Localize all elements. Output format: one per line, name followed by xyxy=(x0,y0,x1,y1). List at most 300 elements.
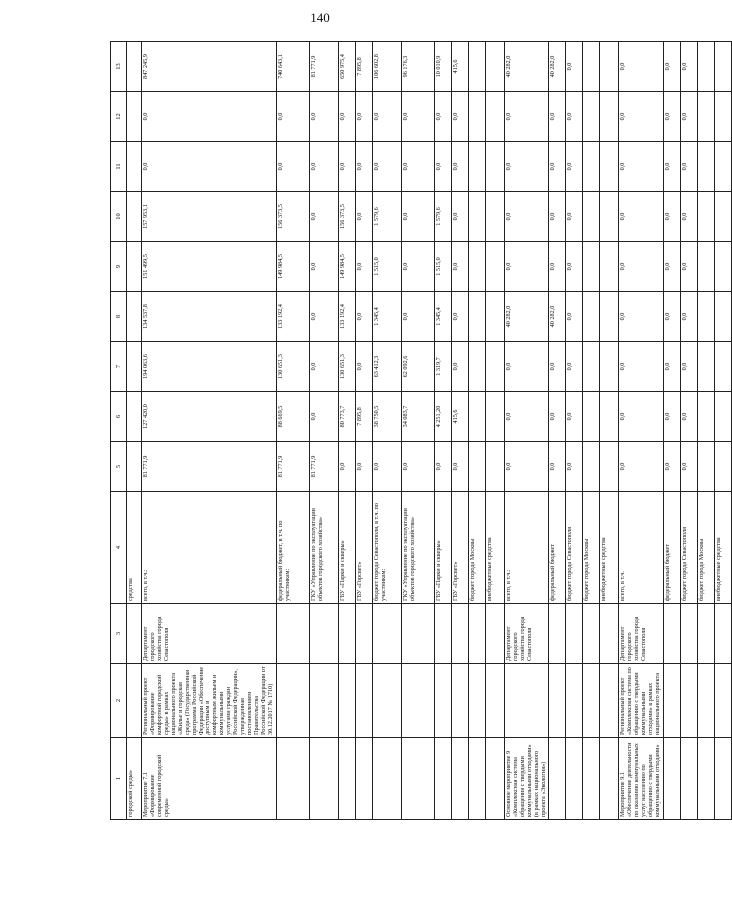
amount-cell xyxy=(698,442,715,492)
amount-cell: 0,0 xyxy=(566,92,583,142)
amount-cell xyxy=(698,392,715,442)
funding-source-cell: всего, в т.ч. xyxy=(619,492,664,604)
amount-cell: 0,0 xyxy=(619,442,664,492)
funding-source-cell: бюджет города Севастополя, в т.ч. по участникам: xyxy=(372,492,401,604)
amount-cell: 415,6 xyxy=(451,42,468,92)
executor-cell xyxy=(372,604,401,664)
amount-cell xyxy=(600,342,619,392)
amount-cell: 1 345,4 xyxy=(434,292,451,342)
table-row xyxy=(142,42,277,820)
funding-source-cell: ГБУ «Парки и скверы» xyxy=(434,492,451,604)
amount-cell: 40 282,0 xyxy=(504,292,549,342)
amount-cell xyxy=(715,42,732,92)
amount-cell xyxy=(583,242,600,292)
amount-cell: 81 771,9 xyxy=(142,442,277,492)
amount-cell: 650 975,4 xyxy=(338,42,355,92)
amount-cell: 0,0 xyxy=(566,342,583,392)
amount-cell: 0,0 xyxy=(504,442,549,492)
table-row xyxy=(698,42,715,820)
amount-cell: 0,0 xyxy=(372,442,401,492)
amount-cell: 0,0 xyxy=(549,142,566,192)
project-cell xyxy=(401,664,434,738)
amount-cell: 0,0 xyxy=(355,192,372,242)
amount-cell: 0,0 xyxy=(355,342,372,392)
executor-cell xyxy=(485,604,504,664)
table-row xyxy=(468,42,485,820)
amount-cell: 0,0 xyxy=(355,242,372,292)
amount-cell: 0,0 xyxy=(338,142,355,192)
amount-cell xyxy=(485,42,504,92)
amount-cell: 1 319,7 xyxy=(434,342,451,392)
amount-cell xyxy=(698,192,715,242)
amount-cell: 0,0 xyxy=(681,292,698,342)
amount-cell: 151 499,5 xyxy=(142,242,277,292)
project-cell xyxy=(549,664,566,738)
amount-cell: 0,0 xyxy=(664,392,681,442)
amount-cell: 0,0 xyxy=(355,142,372,192)
amount-cell: 156 373,5 xyxy=(338,192,355,242)
activity-name-cell xyxy=(600,738,619,820)
amount-cell xyxy=(485,142,504,192)
amount-cell: 0,0 xyxy=(309,392,338,442)
amount-cell xyxy=(127,242,142,292)
amount-cell: 0,0 xyxy=(372,92,401,142)
activity-name-cell xyxy=(434,738,451,820)
amount-cell xyxy=(468,192,485,242)
amount-cell xyxy=(468,142,485,192)
column-number-cell: 8 xyxy=(111,292,127,342)
amount-cell: 0,0 xyxy=(619,92,664,142)
activity-name-cell xyxy=(485,738,504,820)
amount-cell: 0,0 xyxy=(619,342,664,392)
amount-cell xyxy=(127,192,142,242)
amount-cell: 0,0 xyxy=(338,92,355,142)
amount-cell: 0,0 xyxy=(504,242,549,292)
table-row xyxy=(715,42,732,820)
table-header-row xyxy=(111,42,127,820)
column-number-cell: 2 xyxy=(111,664,127,738)
column-number-cell: 9 xyxy=(111,242,127,292)
activity-name-cell xyxy=(664,738,681,820)
amount-cell: 0,0 xyxy=(309,242,338,292)
table-row xyxy=(338,42,355,820)
table-row xyxy=(276,42,309,820)
amount-cell: 0,0 xyxy=(566,192,583,242)
amount-cell: 1 515,0 xyxy=(372,242,401,292)
project-cell xyxy=(566,664,583,738)
amount-cell: 0,0 xyxy=(664,42,681,92)
amount-cell: 127 420,0 xyxy=(142,392,277,442)
project-cell xyxy=(372,664,401,738)
amount-cell: 740 643,1 xyxy=(276,42,309,92)
table-row xyxy=(681,42,698,820)
amount-cell: 63 412,3 xyxy=(372,342,401,392)
funding-source-cell: средства xyxy=(127,492,142,604)
amount-cell: 0,0 xyxy=(401,442,434,492)
project-cell xyxy=(664,664,681,738)
column-number-cell: 7 xyxy=(111,342,127,392)
amount-cell: 0,0 xyxy=(681,192,698,242)
amount-cell xyxy=(715,192,732,242)
table-row xyxy=(372,42,401,820)
amount-cell: 0,0 xyxy=(504,342,549,392)
amount-cell: 0,0 xyxy=(619,192,664,242)
executor-cell xyxy=(309,604,338,664)
amount-cell: 10 010,9 xyxy=(434,42,451,92)
amount-cell: 0,0 xyxy=(372,142,401,192)
project-cell xyxy=(338,664,355,738)
amount-cell: 0,0 xyxy=(619,42,664,92)
funding-source-cell: всего, в т.ч.: xyxy=(504,492,549,604)
executor-cell xyxy=(715,604,732,664)
amount-cell: 0,0 xyxy=(549,92,566,142)
amount-cell xyxy=(698,42,715,92)
amount-cell: 81 771,9 xyxy=(309,442,338,492)
amount-cell: 0,0 xyxy=(664,242,681,292)
amount-cell: 157 953,1 xyxy=(142,192,277,242)
executor-cell xyxy=(434,604,451,664)
amount-cell: 133 192,4 xyxy=(338,292,355,342)
amount-cell xyxy=(485,242,504,292)
amount-cell: 40 282,0 xyxy=(549,42,566,92)
amount-cell: 0,0 xyxy=(619,292,664,342)
amount-cell xyxy=(583,342,600,392)
amount-cell: 1 579,6 xyxy=(372,192,401,242)
amount-cell xyxy=(468,442,485,492)
amount-cell: 0,0 xyxy=(664,342,681,392)
project-cell xyxy=(355,664,372,738)
project-cell xyxy=(698,664,715,738)
amount-cell: 0,0 xyxy=(619,242,664,292)
column-number-cell: 5 xyxy=(111,442,127,492)
executor-cell xyxy=(451,604,468,664)
column-number-cell: 13 xyxy=(111,42,127,92)
amount-cell: 0,0 xyxy=(504,392,549,442)
amount-cell: 0,0 xyxy=(681,242,698,292)
project-cell xyxy=(681,664,698,738)
executor-cell xyxy=(338,604,355,664)
table-row xyxy=(434,42,451,820)
funding-source-cell: федеральный бюджет xyxy=(664,492,681,604)
table-row xyxy=(504,42,549,820)
amount-cell: 7 895,8 xyxy=(355,42,372,92)
amount-cell: 0,0 xyxy=(309,92,338,142)
amount-cell xyxy=(715,242,732,292)
amount-cell: 847 245,9 xyxy=(142,42,277,92)
amount-cell: 0,0 xyxy=(142,92,277,142)
activity-name-cell xyxy=(698,738,715,820)
amount-cell: 0,0 xyxy=(681,392,698,442)
activity-name-cell xyxy=(468,738,485,820)
amount-cell: 0,0 xyxy=(681,42,698,92)
amount-cell: 0,0 xyxy=(142,142,277,192)
amount-cell xyxy=(698,142,715,192)
executor-cell: Департамент городского хозяйства города Севастополя xyxy=(142,604,277,664)
amount-cell: 0,0 xyxy=(401,92,434,142)
amount-cell: 133 192,4 xyxy=(276,292,309,342)
amount-cell xyxy=(468,342,485,392)
amount-cell: 415,6 xyxy=(451,392,468,442)
amount-cell xyxy=(583,442,600,492)
activity-name-cell xyxy=(549,738,566,820)
column-number-cell: 11 xyxy=(111,142,127,192)
amount-cell: 0,0 xyxy=(401,192,434,242)
amount-cell: 156 373,5 xyxy=(276,192,309,242)
table-row xyxy=(401,42,434,820)
activity-name-cell xyxy=(681,738,698,820)
amount-cell: 0,0 xyxy=(681,142,698,192)
project-cell xyxy=(583,664,600,738)
amount-cell xyxy=(583,42,600,92)
funding-source-cell: бюджет города Севастополя xyxy=(566,492,583,604)
activity-name-cell xyxy=(276,738,309,820)
executor-cell xyxy=(276,604,309,664)
amount-cell xyxy=(583,392,600,442)
amount-cell: 0,0 xyxy=(434,442,451,492)
amount-cell xyxy=(698,242,715,292)
funding-source-cell: ГКУ «Управление по эксплуатации объектов городского хозяйства» xyxy=(401,492,434,604)
amount-cell xyxy=(485,192,504,242)
amount-cell: 81 771,9 xyxy=(276,442,309,492)
amount-cell: 38 750,5 xyxy=(372,392,401,442)
amount-cell: 1 345,4 xyxy=(372,292,401,342)
amount-cell: 0,0 xyxy=(681,342,698,392)
amount-cell: 0,0 xyxy=(309,192,338,242)
executor-cell: Департамент городского хозяйства города Севастополя xyxy=(619,604,664,664)
project-cell: Региональный проект «Комплексная система по обращению с твердыми коммунальными отходами» в рамках национального проекта xyxy=(619,664,664,738)
executor-cell xyxy=(664,604,681,664)
activity-name-cell xyxy=(309,738,338,820)
amount-cell: 1 579,6 xyxy=(434,192,451,242)
amount-cell xyxy=(485,92,504,142)
activity-name-cell xyxy=(355,738,372,820)
amount-cell xyxy=(600,92,619,142)
amount-cell: 0,0 xyxy=(681,92,698,142)
amount-cell: 149 984,5 xyxy=(276,242,309,292)
funding-source-cell: внебюджетные средства xyxy=(715,492,732,604)
amount-cell: 0,0 xyxy=(664,442,681,492)
amount-cell: 80 773,7 xyxy=(338,392,355,442)
funding-source-cell: бюджет города Москвы xyxy=(698,492,715,604)
project-cell xyxy=(485,664,504,738)
table-row xyxy=(583,42,600,820)
amount-cell xyxy=(468,42,485,92)
executor-cell xyxy=(600,604,619,664)
funding-source-cell: федеральный бюджет, в т.ч. по участникам: xyxy=(276,492,309,604)
activity-name-cell: Мероприятие 9.1 «Обеспечение деятельности по оказанию коммунальных услуг населению по обращению с твердыми коммунальными отходами» xyxy=(619,738,664,820)
amount-cell xyxy=(715,292,732,342)
activity-name-cell xyxy=(583,738,600,820)
funding-source-cell: бюджет города Москвы xyxy=(468,492,485,604)
amount-cell: 130 651,3 xyxy=(276,342,309,392)
activity-name-cell: Основное мероприятие 9 «Комплексная система обращения с твердыми коммунальными отходами» (в рамках национального проекта «Экология») xyxy=(504,738,549,820)
amount-cell: 0,0 xyxy=(434,142,451,192)
table-row xyxy=(355,42,372,820)
amount-cell: 0,0 xyxy=(566,42,583,92)
project-cell xyxy=(504,664,549,738)
amount-cell: 0,0 xyxy=(451,142,468,192)
project-cell xyxy=(434,664,451,738)
amount-cell xyxy=(127,292,142,342)
amount-cell xyxy=(583,92,600,142)
amount-cell xyxy=(698,342,715,392)
activity-name-cell xyxy=(715,738,732,820)
amount-cell xyxy=(485,392,504,442)
funding-source-cell: ГБУ «Горсвет» xyxy=(355,492,372,604)
amount-cell xyxy=(127,142,142,192)
amount-cell xyxy=(583,192,600,242)
amount-cell: 0,0 xyxy=(451,342,468,392)
amount-cell: 96 176,3 xyxy=(401,42,434,92)
table-row xyxy=(600,42,619,820)
executor-cell: Департамент городского хозяйства города Севастополя xyxy=(504,604,549,664)
amount-cell: 0,0 xyxy=(566,292,583,342)
amount-cell: 0,0 xyxy=(309,342,338,392)
amount-cell: 7 895,8 xyxy=(355,392,372,442)
executor-cell xyxy=(355,604,372,664)
amount-cell xyxy=(698,92,715,142)
amount-cell: 0,0 xyxy=(504,142,549,192)
table-row xyxy=(664,42,681,820)
amount-cell xyxy=(468,392,485,442)
amount-cell xyxy=(698,292,715,342)
table-row xyxy=(451,42,468,820)
amount-cell: 88 669,5 xyxy=(276,392,309,442)
amount-cell xyxy=(485,342,504,392)
amount-cell: 0,0 xyxy=(504,192,549,242)
executor-cell xyxy=(583,604,600,664)
amount-cell: 0,0 xyxy=(451,192,468,242)
activity-name-cell: городской среды» xyxy=(127,738,142,820)
amount-cell: 0,0 xyxy=(355,292,372,342)
amount-cell xyxy=(583,292,600,342)
amount-cell: 106 602,8 xyxy=(372,42,401,92)
amount-cell: 34 083,7 xyxy=(401,392,434,442)
funding-source-cell: всего, в т.ч.: xyxy=(142,492,277,604)
page-number: 140 xyxy=(310,10,330,25)
table-row xyxy=(127,42,142,820)
executor-cell xyxy=(698,604,715,664)
amount-cell: 0,0 xyxy=(619,142,664,192)
executor-cell xyxy=(468,604,485,664)
amount-cell: 4 251,20 xyxy=(434,392,451,442)
amount-cell: 0,0 xyxy=(355,442,372,492)
amount-cell: 0,0 xyxy=(309,142,338,192)
amount-cell: 0,0 xyxy=(566,242,583,292)
amount-cell xyxy=(127,342,142,392)
amount-cell: 0,0 xyxy=(549,442,566,492)
amount-cell: 194 063,6 xyxy=(142,342,277,392)
project-cell xyxy=(451,664,468,738)
amount-cell xyxy=(485,292,504,342)
amount-cell xyxy=(600,192,619,242)
amount-cell xyxy=(715,442,732,492)
column-number-cell: 3 xyxy=(111,604,127,664)
amount-cell: 0,0 xyxy=(549,192,566,242)
amount-cell: 0,0 xyxy=(401,242,434,292)
funding-source-cell: бюджет города Москвы xyxy=(583,492,600,604)
amount-cell xyxy=(715,142,732,192)
amount-cell: 0,0 xyxy=(276,142,309,192)
amount-cell: 0,0 xyxy=(504,92,549,142)
funding-source-cell: ГБУ «Парки и скверы» xyxy=(338,492,355,604)
amount-cell: 0,0 xyxy=(681,442,698,492)
funding-source-cell: внебюджетные средства xyxy=(600,492,619,604)
amount-cell xyxy=(600,442,619,492)
activity-name-cell xyxy=(338,738,355,820)
project-cell xyxy=(715,664,732,738)
amount-cell: 0,0 xyxy=(276,92,309,142)
amount-cell: 0,0 xyxy=(451,92,468,142)
amount-cell: 40 282,0 xyxy=(549,292,566,342)
column-number-cell: 4 xyxy=(111,492,127,604)
amount-cell: 62 092,6 xyxy=(401,342,434,392)
amount-cell xyxy=(600,242,619,292)
amount-cell xyxy=(583,142,600,192)
project-cell: Региональный проект «Формирование комфортной городской среды» в рамках национального проекта «Жилье и городская среда» (Государственная программа Российской Федерации «Обеспечение доступным и комфортным жильем и коммунальными услугами граждан Российской Федерации», утвержденная постановлением Правительства Российской Федерации от 30.12.2017 № 1710) xyxy=(142,664,277,738)
amount-cell: 0,0 xyxy=(451,242,468,292)
amount-cell: 0,0 xyxy=(566,442,583,492)
executor-cell xyxy=(127,604,142,664)
amount-cell xyxy=(715,342,732,392)
amount-cell: 0,0 xyxy=(549,392,566,442)
amount-cell xyxy=(127,392,142,442)
amount-cell xyxy=(600,42,619,92)
amount-cell xyxy=(715,92,732,142)
amount-cell: 0,0 xyxy=(401,292,434,342)
funding-source-cell: ГКУ «Управление по эксплуатации объектов городского хозяйства» xyxy=(309,492,338,604)
amount-cell xyxy=(127,442,142,492)
column-number-cell: 12 xyxy=(111,92,127,142)
amount-cell: 0,0 xyxy=(549,242,566,292)
amount-cell xyxy=(600,292,619,342)
executor-cell xyxy=(549,604,566,664)
project-cell xyxy=(127,664,142,738)
amount-cell: 130 651,3 xyxy=(338,342,355,392)
executor-cell xyxy=(401,604,434,664)
amount-cell: 0,0 xyxy=(451,442,468,492)
amount-cell: 0,0 xyxy=(619,392,664,442)
project-cell xyxy=(309,664,338,738)
amount-cell: 0,0 xyxy=(664,142,681,192)
table-row xyxy=(549,42,566,820)
amount-cell xyxy=(485,442,504,492)
funding-source-cell: внебюджетные средства xyxy=(485,492,504,604)
amount-cell xyxy=(127,92,142,142)
table-row xyxy=(485,42,504,820)
amount-cell: 0,0 xyxy=(664,292,681,342)
amount-cell xyxy=(600,392,619,442)
amount-cell: 0,0 xyxy=(434,92,451,142)
amount-cell: 149 984,5 xyxy=(338,242,355,292)
program-funding-table xyxy=(110,41,732,820)
funding-source-cell: федеральный бюджет xyxy=(549,492,566,604)
amount-cell: 81 771,9 xyxy=(309,42,338,92)
amount-cell xyxy=(715,392,732,442)
amount-cell: 134 537,8 xyxy=(142,292,277,342)
project-cell xyxy=(600,664,619,738)
activity-name-cell xyxy=(401,738,434,820)
column-number-cell: 1 xyxy=(111,738,127,820)
funding-source-cell: ГБУ «Горсвет» xyxy=(451,492,468,604)
amount-cell: 0,0 xyxy=(664,92,681,142)
executor-cell xyxy=(681,604,698,664)
amount-cell: 40 282,0 xyxy=(504,42,549,92)
project-cell xyxy=(276,664,309,738)
table-row xyxy=(309,42,338,820)
column-number-cell: 6 xyxy=(111,392,127,442)
column-number-cell: 10 xyxy=(111,192,127,242)
